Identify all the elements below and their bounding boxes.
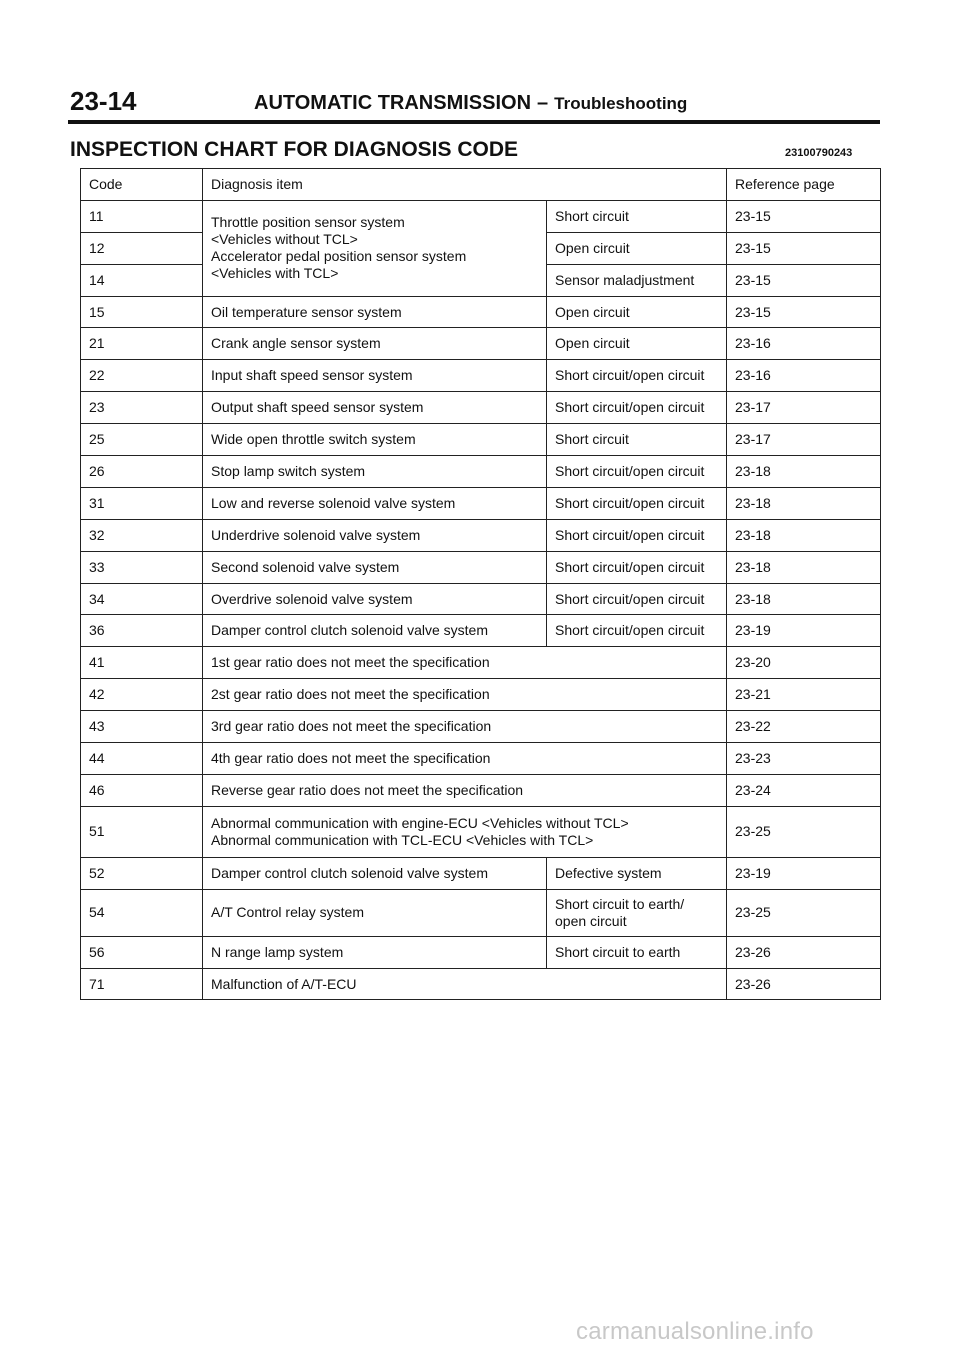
- table-row: [81, 424, 881, 456]
- detail-line: open circuit: [555, 912, 627, 929]
- table-row: [81, 456, 881, 488]
- detail-cell: Open circuit: [547, 296, 727, 328]
- code-cell: 11: [81, 200, 203, 232]
- diagnosis-item-line: <Vehicles with TCL>: [211, 265, 339, 282]
- detail-cell: Open circuit: [547, 232, 727, 264]
- table-row: [81, 487, 881, 519]
- detail-cell: Short circuit to earth: [547, 936, 727, 968]
- detail-cell: Short circuit/open circuit: [547, 392, 727, 424]
- reference-cell: 23-18: [727, 456, 881, 488]
- code-cell: 23: [81, 392, 203, 424]
- page-number: 23-14: [70, 86, 137, 116]
- document-code: 23100790243: [785, 147, 853, 159]
- header-reference-page: Reference page: [727, 169, 881, 201]
- code-cell: 42: [81, 679, 203, 711]
- reference-cell: 23-19: [727, 615, 881, 647]
- diagnosis-item-cell: Malfunction of A/T-ECU: [203, 968, 727, 1000]
- table-row: [81, 806, 881, 857]
- diagnosis-item-cell: Second solenoid valve system: [203, 551, 547, 583]
- reference-cell: 23-18: [727, 551, 881, 583]
- header-code: Code: [81, 169, 203, 201]
- reference-cell: 23-15: [727, 264, 881, 296]
- table-row: [81, 711, 881, 743]
- section-title: INSPECTION CHART FOR DIAGNOSIS CODE: [70, 138, 519, 161]
- table-header-row: [81, 169, 881, 201]
- code-cell: 22: [81, 360, 203, 392]
- header-diagnosis-item: Diagnosis item: [203, 169, 727, 201]
- diagnosis-item-line: Throttle position sensor system: [211, 214, 405, 231]
- code-cell: 34: [81, 583, 203, 615]
- table-row: [81, 296, 881, 328]
- table-row: [81, 583, 881, 615]
- reference-cell: 23-21: [727, 679, 881, 711]
- detail-cell: Short circuit/open circuit: [547, 583, 727, 615]
- detail-cell: Short circuit/open circuit: [547, 519, 727, 551]
- reference-cell: 23-18: [727, 487, 881, 519]
- detail-cell: Short circuit/open circuit: [547, 456, 727, 488]
- detail-cell: Short circuit/open circuit: [547, 551, 727, 583]
- reference-cell: 23-16: [727, 328, 881, 360]
- code-cell: 43: [81, 711, 203, 743]
- diagnosis-item-line: Accelerator pedal position sensor system: [211, 248, 467, 265]
- diagnosis-item-line: <Vehicles without TCL>: [211, 231, 358, 248]
- header-dash: –: [537, 92, 549, 114]
- diagnosis-item-cell: [203, 200, 547, 296]
- reference-cell: 23-24: [727, 774, 881, 806]
- diagnosis-item-cell: 1st gear ratio does not meet the specification: [203, 647, 727, 679]
- code-cell: 15: [81, 296, 203, 328]
- code-cell: 56: [81, 936, 203, 968]
- code-cell: 26: [81, 456, 203, 488]
- code-cell: 51: [81, 806, 203, 857]
- detail-cell: Short circuit: [547, 424, 727, 456]
- detail-cell: Defective system: [547, 857, 727, 889]
- diagnosis-item-line: Abnormal communication with engine-ECU <Vehicles without TCL>: [211, 814, 629, 831]
- diagnosis-item-cell: [203, 806, 727, 857]
- diagnosis-item-cell: N range lamp system: [203, 936, 547, 968]
- table-row: [81, 889, 881, 936]
- code-cell: 54: [81, 889, 203, 936]
- header-rule: [68, 120, 880, 124]
- table-row: [81, 615, 881, 647]
- diagnosis-item-cell: Reverse gear ratio does not meet the specification: [203, 774, 727, 806]
- reference-cell: 23-17: [727, 392, 881, 424]
- reference-cell: 23-17: [727, 424, 881, 456]
- table-row: [81, 647, 881, 679]
- reference-cell: 23-19: [727, 857, 881, 889]
- table-row: [81, 968, 881, 1000]
- code-cell: 36: [81, 615, 203, 647]
- diagnosis-item-cell: Low and reverse solenoid valve system: [203, 487, 547, 519]
- reference-cell: 23-20: [727, 647, 881, 679]
- diagnosis-item-cell: Output shaft speed sensor system: [203, 392, 547, 424]
- code-cell: 31: [81, 487, 203, 519]
- reference-cell: 23-15: [727, 232, 881, 264]
- code-cell: 71: [81, 968, 203, 1000]
- diagnosis-item-cell: A/T Control relay system: [203, 889, 547, 936]
- table-row: [81, 200, 881, 232]
- table-row: [81, 328, 881, 360]
- table-row: [81, 360, 881, 392]
- code-cell: 32: [81, 519, 203, 551]
- table-row: [81, 551, 881, 583]
- diagnosis-item-cell: 2st gear ratio does not meet the specification: [203, 679, 727, 711]
- detail-cell: Short circuit/open circuit: [547, 487, 727, 519]
- diagnosis-item-cell: Overdrive solenoid valve system: [203, 583, 547, 615]
- diagnosis-item-cell: 4th gear ratio does not meet the specification: [203, 743, 727, 775]
- detail-cell: Short circuit/open circuit: [547, 615, 727, 647]
- table-row: [81, 519, 881, 551]
- code-cell: 14: [81, 264, 203, 296]
- diagnosis-code-table: [80, 168, 881, 1000]
- diagnosis-item-cell: Input shaft speed sensor system: [203, 360, 547, 392]
- diagnosis-item-line: Abnormal communication with TCL-ECU <Vehicles with TCL>: [211, 831, 594, 848]
- diagnosis-item-cell: Damper control clutch solenoid valve system: [203, 615, 547, 647]
- detail-cell: Short circuit/open circuit: [547, 360, 727, 392]
- reference-cell: 23-23: [727, 743, 881, 775]
- reference-cell: 23-25: [727, 806, 881, 857]
- code-cell: 46: [81, 774, 203, 806]
- table-row: [81, 392, 881, 424]
- reference-cell: 23-18: [727, 583, 881, 615]
- table-row: [81, 936, 881, 968]
- code-cell: 52: [81, 857, 203, 889]
- header-title-text: AUTOMATIC TRANSMISSION: [254, 92, 532, 114]
- detail-cell: Sensor maladjustment: [547, 264, 727, 296]
- code-cell: 33: [81, 551, 203, 583]
- table-row: [81, 743, 881, 775]
- reference-cell: 23-25: [727, 889, 881, 936]
- detail-cell: [547, 889, 727, 936]
- table-row: [81, 857, 881, 889]
- reference-cell: 23-16: [727, 360, 881, 392]
- diagnosis-item-cell: Wide open throttle switch system: [203, 424, 547, 456]
- table-row: [81, 679, 881, 711]
- reference-cell: 23-15: [727, 200, 881, 232]
- reference-cell: 23-18: [727, 519, 881, 551]
- code-cell: 12: [81, 232, 203, 264]
- header-title: [254, 92, 687, 115]
- detail-cell: Open circuit: [547, 328, 727, 360]
- diagnosis-item-cell: Damper control clutch solenoid valve system: [203, 857, 547, 889]
- code-cell: 25: [81, 424, 203, 456]
- diagnosis-item-cell: Crank angle sensor system: [203, 328, 547, 360]
- reference-cell: 23-22: [727, 711, 881, 743]
- reference-cell: 23-15: [727, 296, 881, 328]
- diagnosis-item-cell: 3rd gear ratio does not meet the specification: [203, 711, 727, 743]
- diagnosis-item-cell: Oil temperature sensor system: [203, 296, 547, 328]
- reference-cell: 23-26: [727, 968, 881, 1000]
- code-cell: 44: [81, 743, 203, 775]
- code-cell: 41: [81, 647, 203, 679]
- detail-cell: Short circuit: [547, 200, 727, 232]
- diagnosis-item-cell: Stop lamp switch system: [203, 456, 547, 488]
- code-cell: 21: [81, 328, 203, 360]
- diagnosis-item-cell: Underdrive solenoid valve system: [203, 519, 547, 551]
- table-row: [81, 774, 881, 806]
- header-subtitle: Troubleshooting: [554, 94, 688, 113]
- watermark: carmanualsonline.info: [576, 1318, 814, 1345]
- detail-line: Short circuit to earth/: [555, 895, 685, 912]
- reference-cell: 23-26: [727, 936, 881, 968]
